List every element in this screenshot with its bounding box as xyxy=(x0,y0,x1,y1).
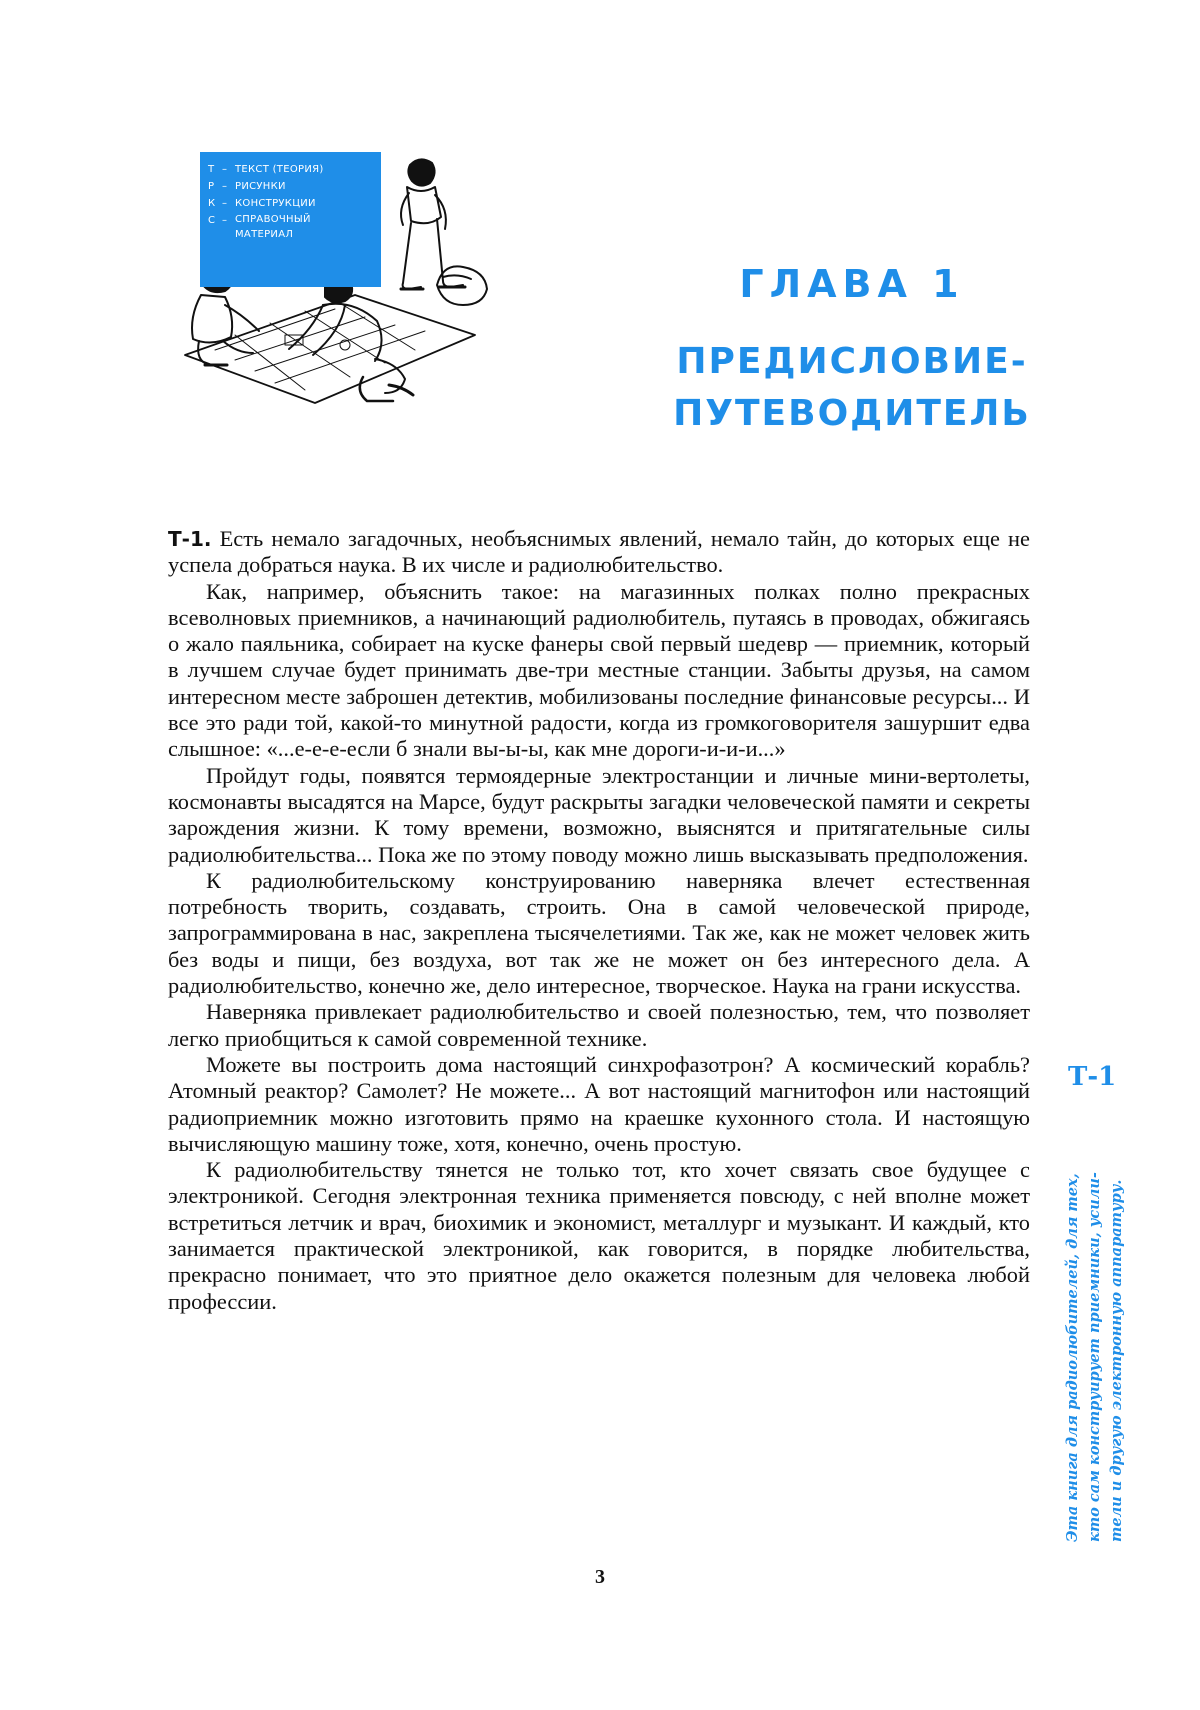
legend-letter: Р xyxy=(208,181,215,192)
paragraph: К радиолюбительству тянется не только тот, кто хочет связать свое будущее с электроникой. Сегодня электронная техника применяется повсюду, с ней вполне может встретиться летчик и врач, биохимик и экономист, металлург и музыкант. И каждый, кто занимается практической электроникой, как говорится, в порядке любительства, прекрасно понимает, что это приятное дело окажется полезным для человека любой профессии. xyxy=(168,1157,1030,1314)
paragraph: К радиолюбительскому конструированию наверняка влечет естественная потребность творить, создавать, строить. Она в самой человеческой природе, запрограммирована в нас, закреплена тысячелетиями. Так же, как не может человек жить без воды и пищи, без воздуха, вот так же не может он без интересного дела. А радиолюбительство, конечно же, дело интересное, творческое. Наука на грани искусства. xyxy=(168,867,1030,999)
legend-item-figures xyxy=(208,178,373,195)
legend-item-text xyxy=(208,161,373,178)
paragraph xyxy=(168,526,1030,579)
paragraph: Можете вы построить дома настоящий синхрофазотрон? А космический корабль? Атомный реактор? Самолет? Не можете... А вот настоящий магнитофон или настоящий радиоприемник можно изготовить прямо на краешке кухонного стола. И настоящую вычисляющую машину тоже, хотя, конечно, очень простую. xyxy=(168,1051,1030,1156)
legend-label: СПРАВОЧНЫЙ МАТЕРИАЛ xyxy=(235,214,311,240)
paragraph: Как, например, объяснить такое: на магазинных полках полно прекрасных всеволновых приемников, а начинающий радиолюбитель, путаясь в проводах, обжигаясь о жало паяльника, собирает на куске фанеры свой первый шедевр — приемник, который в лучшем случае будет принимать две-три местные станции. Забыты друзья, на самом интересном месте заброшен детектив, мобилизованы последние финансовые ресурсы... И все это ради той, какой-то минутной радости, когда из громкоговорителя зашуршит едва слышное: «...е-е-е-если б знали вы-ы-ы, как мне дороги-и-и-и...» xyxy=(168,578,1030,762)
paragraph: Наверняка привлекает радиолюбительство и своей полезностью, тем, что позволяет легко приобщиться к самой современной технике. xyxy=(168,999,1030,1051)
chapter-title xyxy=(662,336,1042,440)
paragraph: Пройдут годы, появятся термоядерные электростанции и личные мини-вертолеты, космонавты высадятся на Марсе, будут раскрыты загадки человеческой памяти и секреты зарождения жизни. К тому времени, возможно, выяснятся и притягательные силы радиолюбительства... Пока же по этому поводу можно лишь высказывать предположения. xyxy=(168,762,1030,867)
legend-label: РИСУНКИ xyxy=(235,181,286,192)
legend-dash: – xyxy=(222,164,228,175)
section-marker: Т-1. xyxy=(168,527,212,551)
margin-note: Эта книга для радиолюбителей, для тех, кто сам конструирует приемники, усили- тели и другую электронную аппаратуру. xyxy=(1064,1172,1125,1542)
body-text xyxy=(168,526,1030,1315)
chapter-label: ГЛАВА 1 xyxy=(739,262,965,306)
margin-section-marker: Т-1 xyxy=(1068,1062,1117,1092)
legend-item-designs xyxy=(208,195,373,212)
legend-dash: – xyxy=(222,198,228,209)
legend-item-reference xyxy=(208,212,373,242)
paragraph-text: Есть немало загадочных, необъяснимых явлений, немало тайн, до которых еще не успела добраться наука. В их числе и радиолюбительство. xyxy=(168,526,1030,578)
page-number: 3 xyxy=(595,1566,605,1588)
legend-box xyxy=(200,152,381,287)
legend-letter: С xyxy=(208,215,216,226)
legend-dash: – xyxy=(222,181,228,192)
chapter-title-line: ПУТЕВОДИТЕЛЬ xyxy=(673,393,1031,434)
legend-letter: Т xyxy=(208,164,215,175)
chapter-title-line: ПРЕДИСЛОВИЕ- xyxy=(676,341,1028,382)
legend-label: КОНСТРУКЦИИ xyxy=(235,198,316,209)
legend-label: ТЕКСТ (ТЕОРИЯ) xyxy=(235,164,324,175)
legend-dash: – xyxy=(222,215,228,226)
legend-letter: К xyxy=(208,198,216,209)
